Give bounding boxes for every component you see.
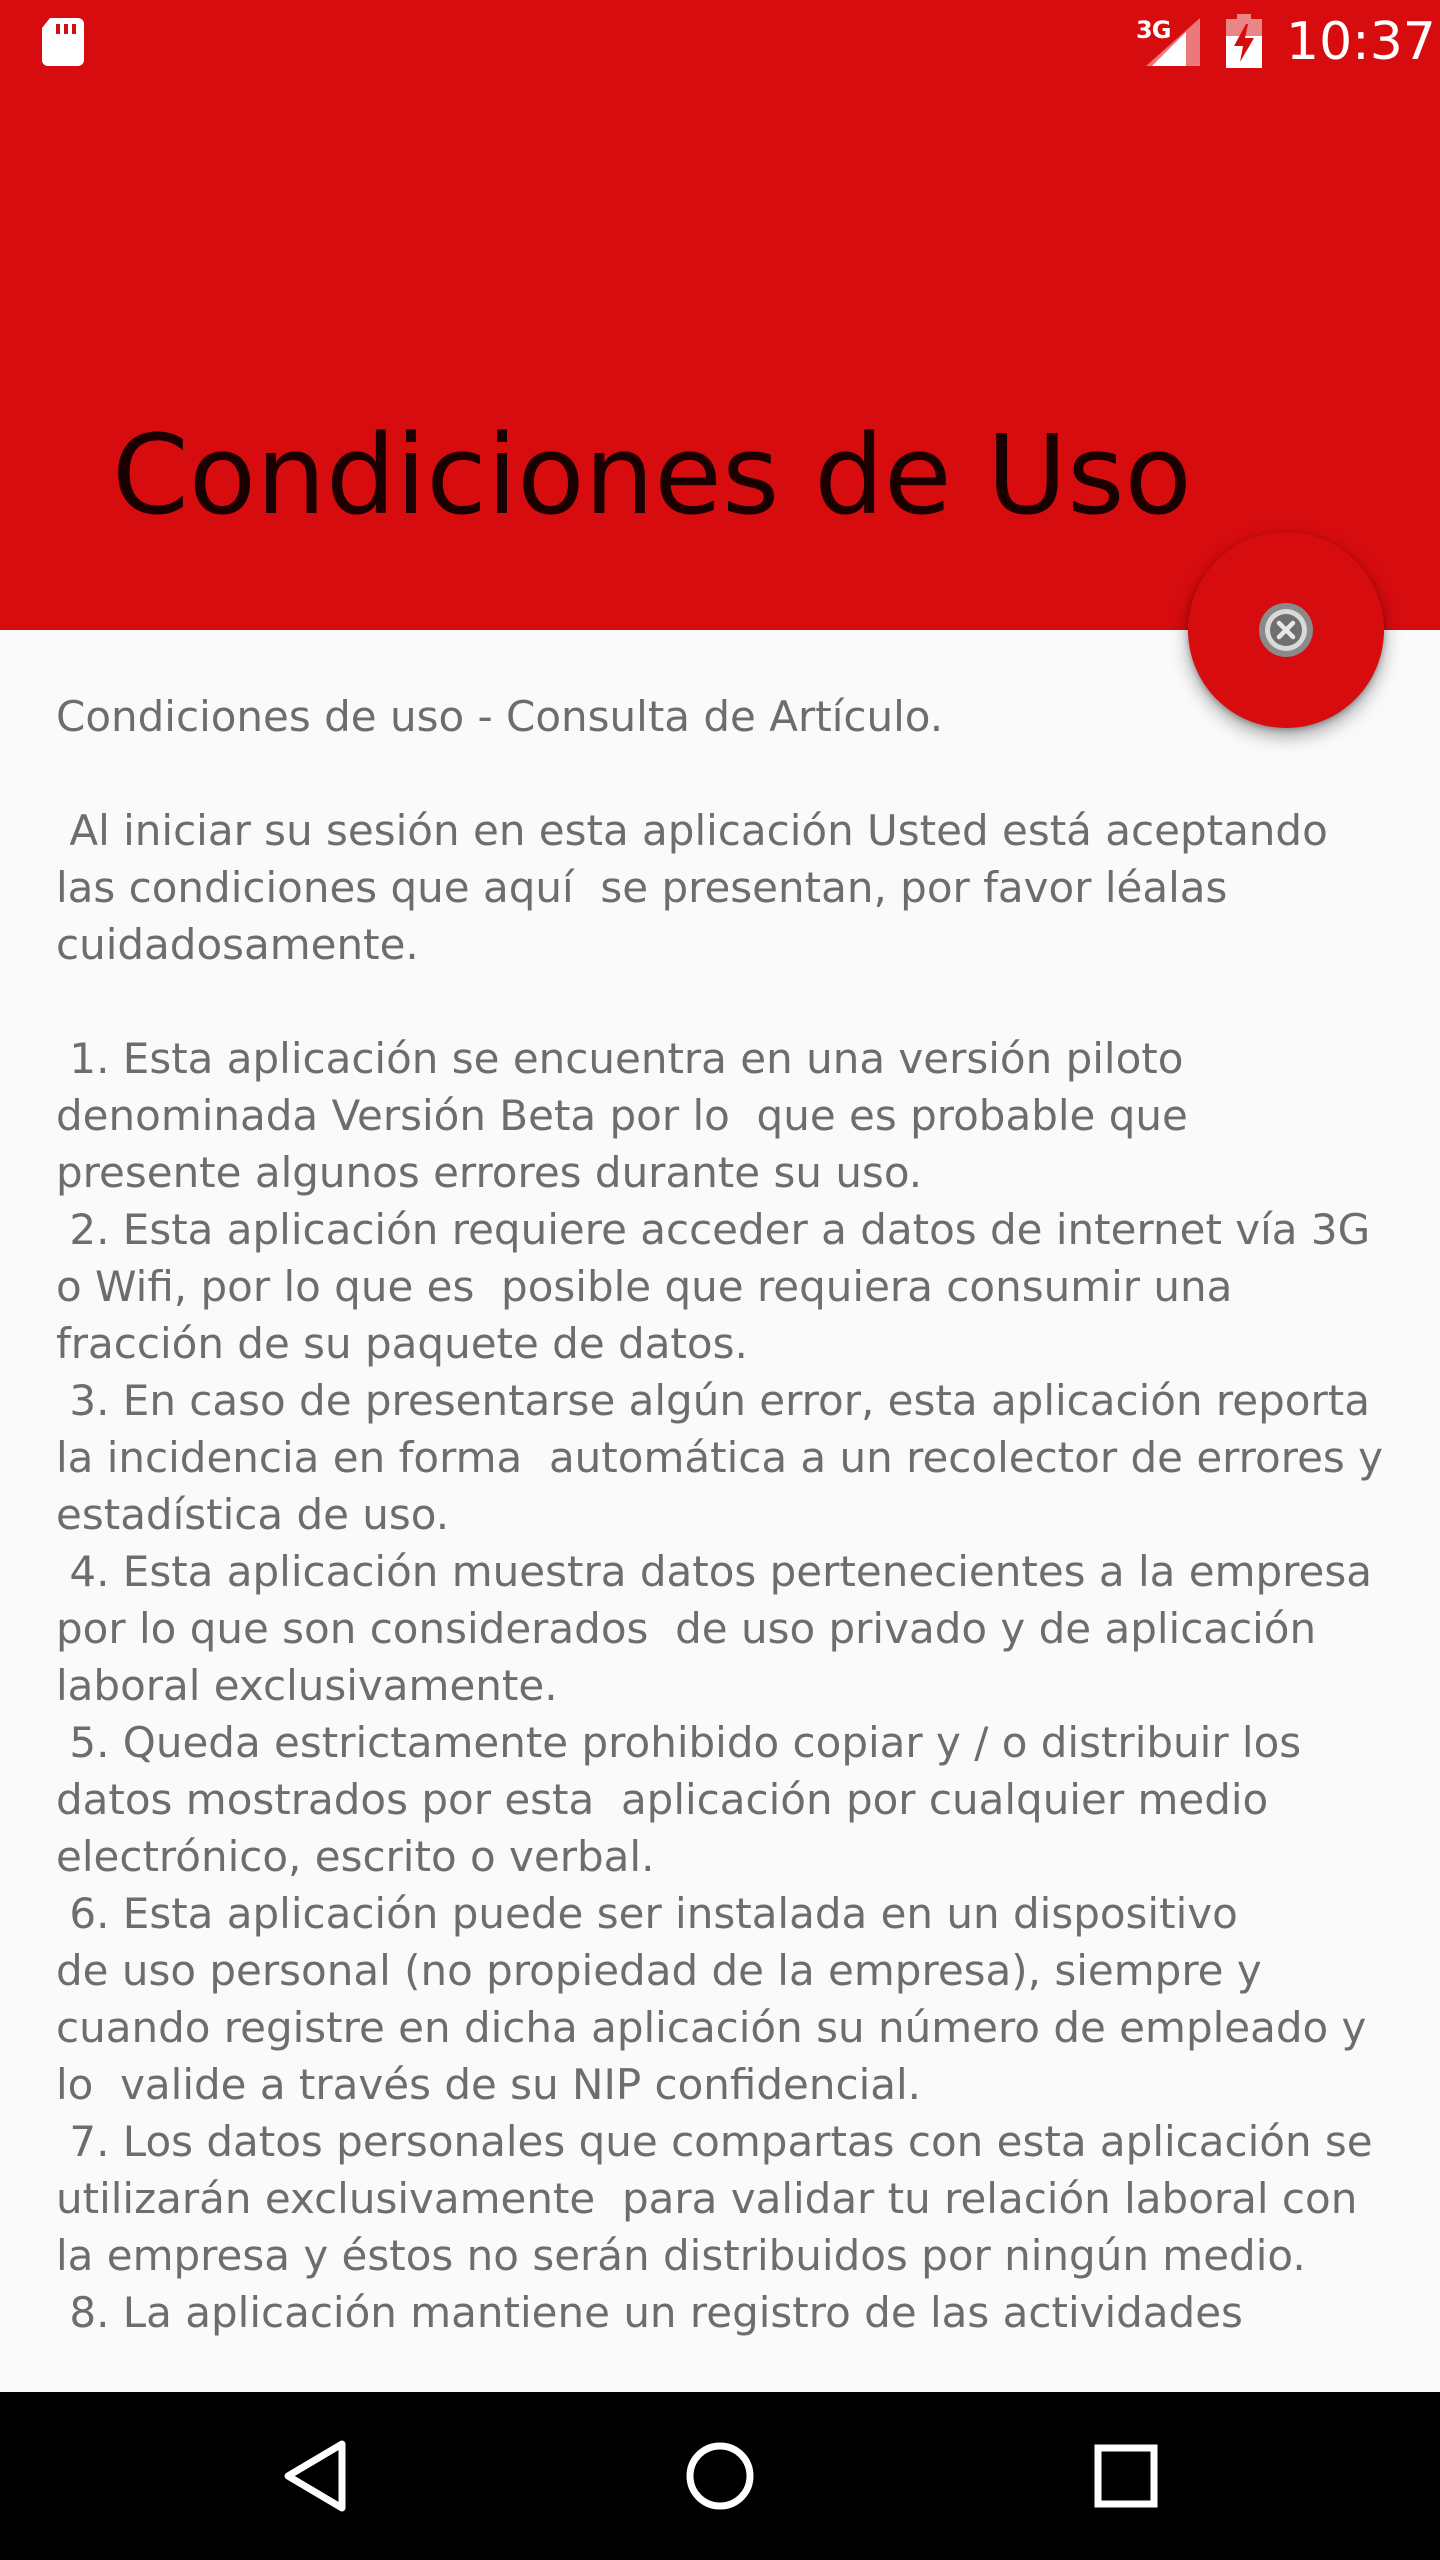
status-bar (0, 0, 1440, 84)
clock: 10:37 (1286, 12, 1436, 72)
terms-content[interactable] (56, 688, 1386, 2392)
app-bar (0, 0, 1440, 630)
back-icon[interactable] (276, 2436, 356, 2516)
sd-card-icon (42, 18, 84, 66)
home-icon[interactable] (680, 2436, 760, 2516)
battery-charging-icon (1226, 14, 1262, 68)
recents-icon[interactable] (1086, 2436, 1166, 2516)
signal-icon (1146, 18, 1200, 66)
network-type-label: 3G (1136, 16, 1171, 44)
terms-text: Condiciones de uso - Consulta de Artículo. Al iniciar su sesión en esta aplicación Usted está aceptando las condiciones que aquí se presentan, por favor léalas cuidadosamente. 1. Esta aplicación se encuentra en una versión piloto denominada Versión Beta por lo que es probable que presente algunos errores durante su uso. 2. Esta aplicación requiere acceder a datos de internet vía 3G o Wifi, por lo que es posible que requiera consumir una fracción de su paquete de datos. 3. En caso de presentarse algún error, esta aplicación reporta la incidencia en forma automática a un recolector de errores y estadística de uso. 4. Esta aplicación muestra datos pertenecientes a la empresa por lo que son considerados de uso privado y de aplicación laboral exclusivamente. 5. Queda estrictamente prohibido copiar y / o distribuir los datos mostrados por esta aplicación por cualquier medio electrónico, escrito o verbal. 6. Esta aplicación puede ser instalada en un dispositivo de uso personal (no propiedad de la empresa), siempre y cuando registre en dicha aplicación su número de empleado y lo valide a través de su NIP confidencial. 7. Los datos personales que compartas con esta aplicación se utilizarán exclusivamente para validar tu relación laboral con la empresa y éstos no serán distribuidos por ningún medio. 8. La aplicación mantiene un registro de las actividades (56, 692, 1383, 2337)
page-title: Condiciones de Uso (112, 411, 1192, 539)
close-circle-icon (1256, 600, 1316, 660)
navigation-bar (0, 2392, 1440, 2560)
